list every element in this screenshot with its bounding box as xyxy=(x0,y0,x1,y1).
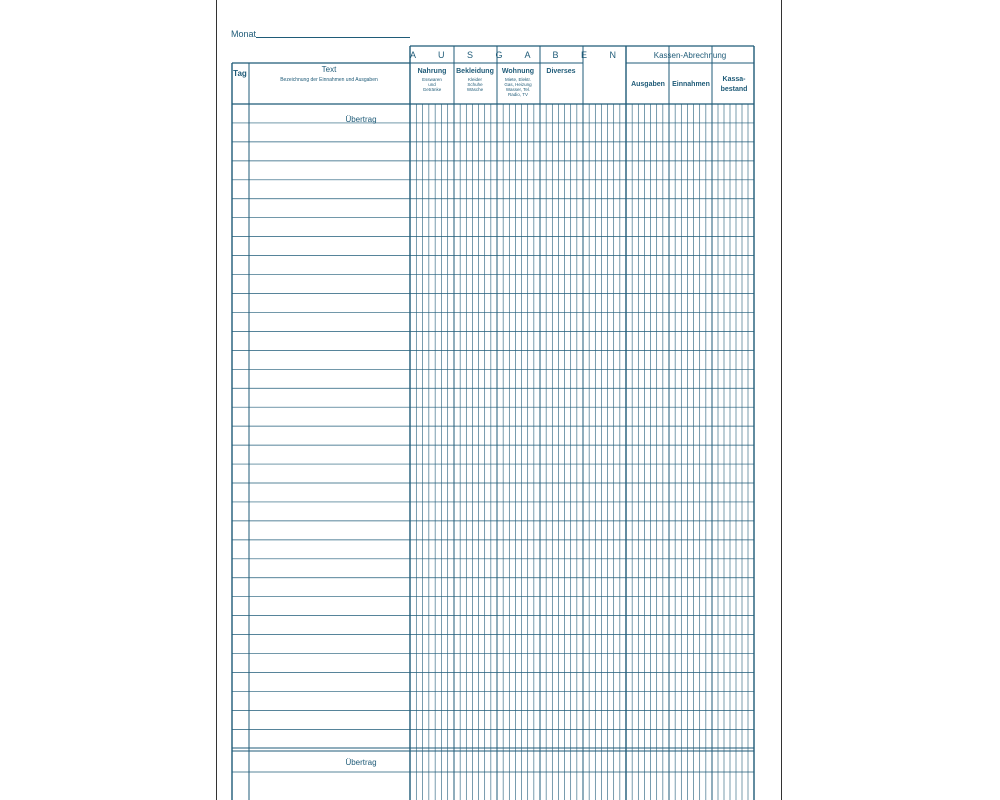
wohnung-sub-1: Miete, Elektr. xyxy=(504,77,532,82)
kassen-einnahmen-header: Einnahmen xyxy=(672,81,710,88)
wohnung-sub-3: Wasser, Tel. xyxy=(505,87,531,92)
monat-label: Monat xyxy=(231,29,257,39)
nahrung-header: Nahrung xyxy=(417,68,447,75)
diverses-header: Diverses xyxy=(546,68,576,75)
kassen-header: Kassen-Abrechnung xyxy=(653,51,727,60)
uebertrag-top: Übertrag xyxy=(345,115,377,124)
wohnung-header: Wohnung xyxy=(501,68,535,75)
ausgaben-header: A U S G A B E N xyxy=(409,50,627,60)
wohnung-sub-2: Gas, Heizung xyxy=(504,82,532,87)
bekleidung-header: Bekleidung xyxy=(456,68,494,75)
bekleidung-sub-3: Wäsche xyxy=(466,87,484,92)
ledger-grid xyxy=(232,46,754,800)
nahrung-sub-1: Esswaren xyxy=(422,77,442,82)
uebertrag-bottom: Übertrag xyxy=(345,758,377,767)
wohnung-sub-4: Radio, TV xyxy=(508,92,528,97)
nahrung-sub-3: Getränke xyxy=(422,87,442,92)
text-header: Text xyxy=(321,65,337,74)
text-subheader: Bezeichnung der Einnahmen und Ausgaben xyxy=(280,77,378,83)
bekleidung-sub-2: Schuhe xyxy=(467,82,483,87)
kassen-ausgaben-header: Ausgaben xyxy=(631,81,665,88)
tag-header: Tag xyxy=(233,69,247,78)
kassabestand-header-1: Kassa- xyxy=(722,76,746,83)
bekleidung-sub-1: Kleider xyxy=(467,77,483,82)
kassabestand-header-2: bestand xyxy=(720,86,748,93)
nahrung-sub-2: und xyxy=(428,82,436,87)
